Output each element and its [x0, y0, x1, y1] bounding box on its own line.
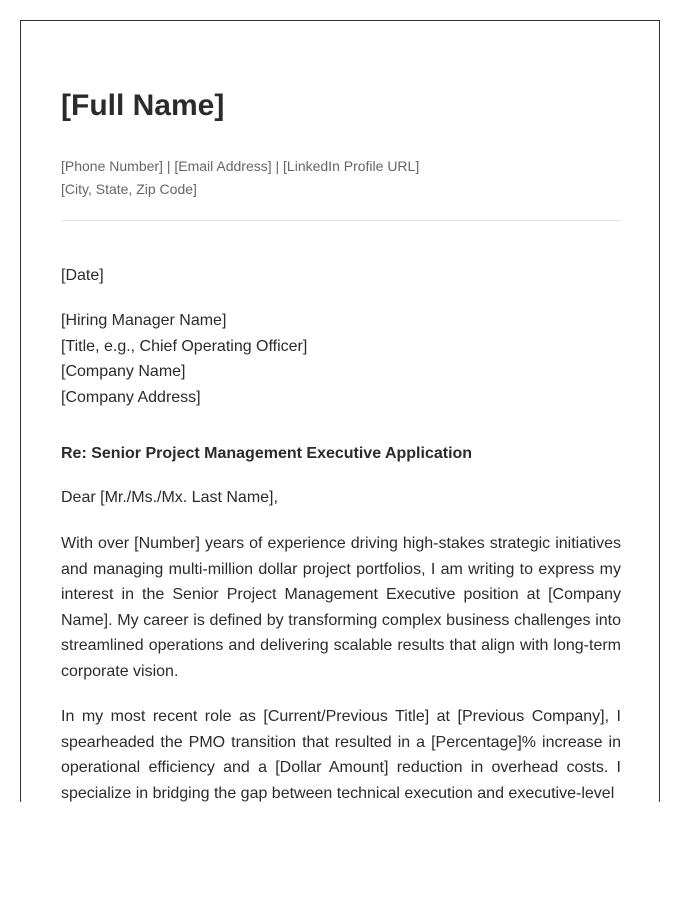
location-line: [City, State, Zip Code] [61, 181, 197, 197]
recipient-company: [Company Name] [61, 363, 186, 380]
body-paragraph-2: In my most recent role as [Current/Previous Title] at [Previous Company], I spearheaded the PMO transition that resulted in a [Percentage]% increase in operational efficiency and a [Dollar Amount] reduction in overhead costs. I specialize in bridging the gap between technical execution and executive-level [61, 708, 621, 802]
recipient-title: [Title, e.g., Chief Operating Officer] [61, 337, 308, 355]
contact-line: [Phone Number] | [Email Address] | [LinkedIn Profile URL] [61, 158, 420, 174]
letter-page [20, 20, 660, 802]
letter-date: [Date] [61, 267, 104, 284]
header-divider [61, 220, 621, 221]
recipient-block [61, 308, 307, 410]
full-name-heading: [Full Name] [61, 89, 225, 122]
body-paragraph-1: With over [Number] years of experience driving high-stakes strategic initiatives and managing multi-million dollar project portfolios, I am writing to express my interest in the Senior Project Management Executive position at [Company Name]. My career is defined by transforming complex business challenges into streamlined operations and delivering scalable results that align with long-term corporate vision. [61, 535, 621, 680]
contact-block [61, 155, 419, 201]
subject-line: Re: Senior Project Management Executive Application [61, 445, 473, 462]
recipient-name: [Hiring Manager Name] [61, 312, 227, 329]
salutation: Dear [Mr./Ms./Mx. Last Name], [61, 489, 278, 506]
recipient-address: [Company Address] [61, 388, 201, 406]
